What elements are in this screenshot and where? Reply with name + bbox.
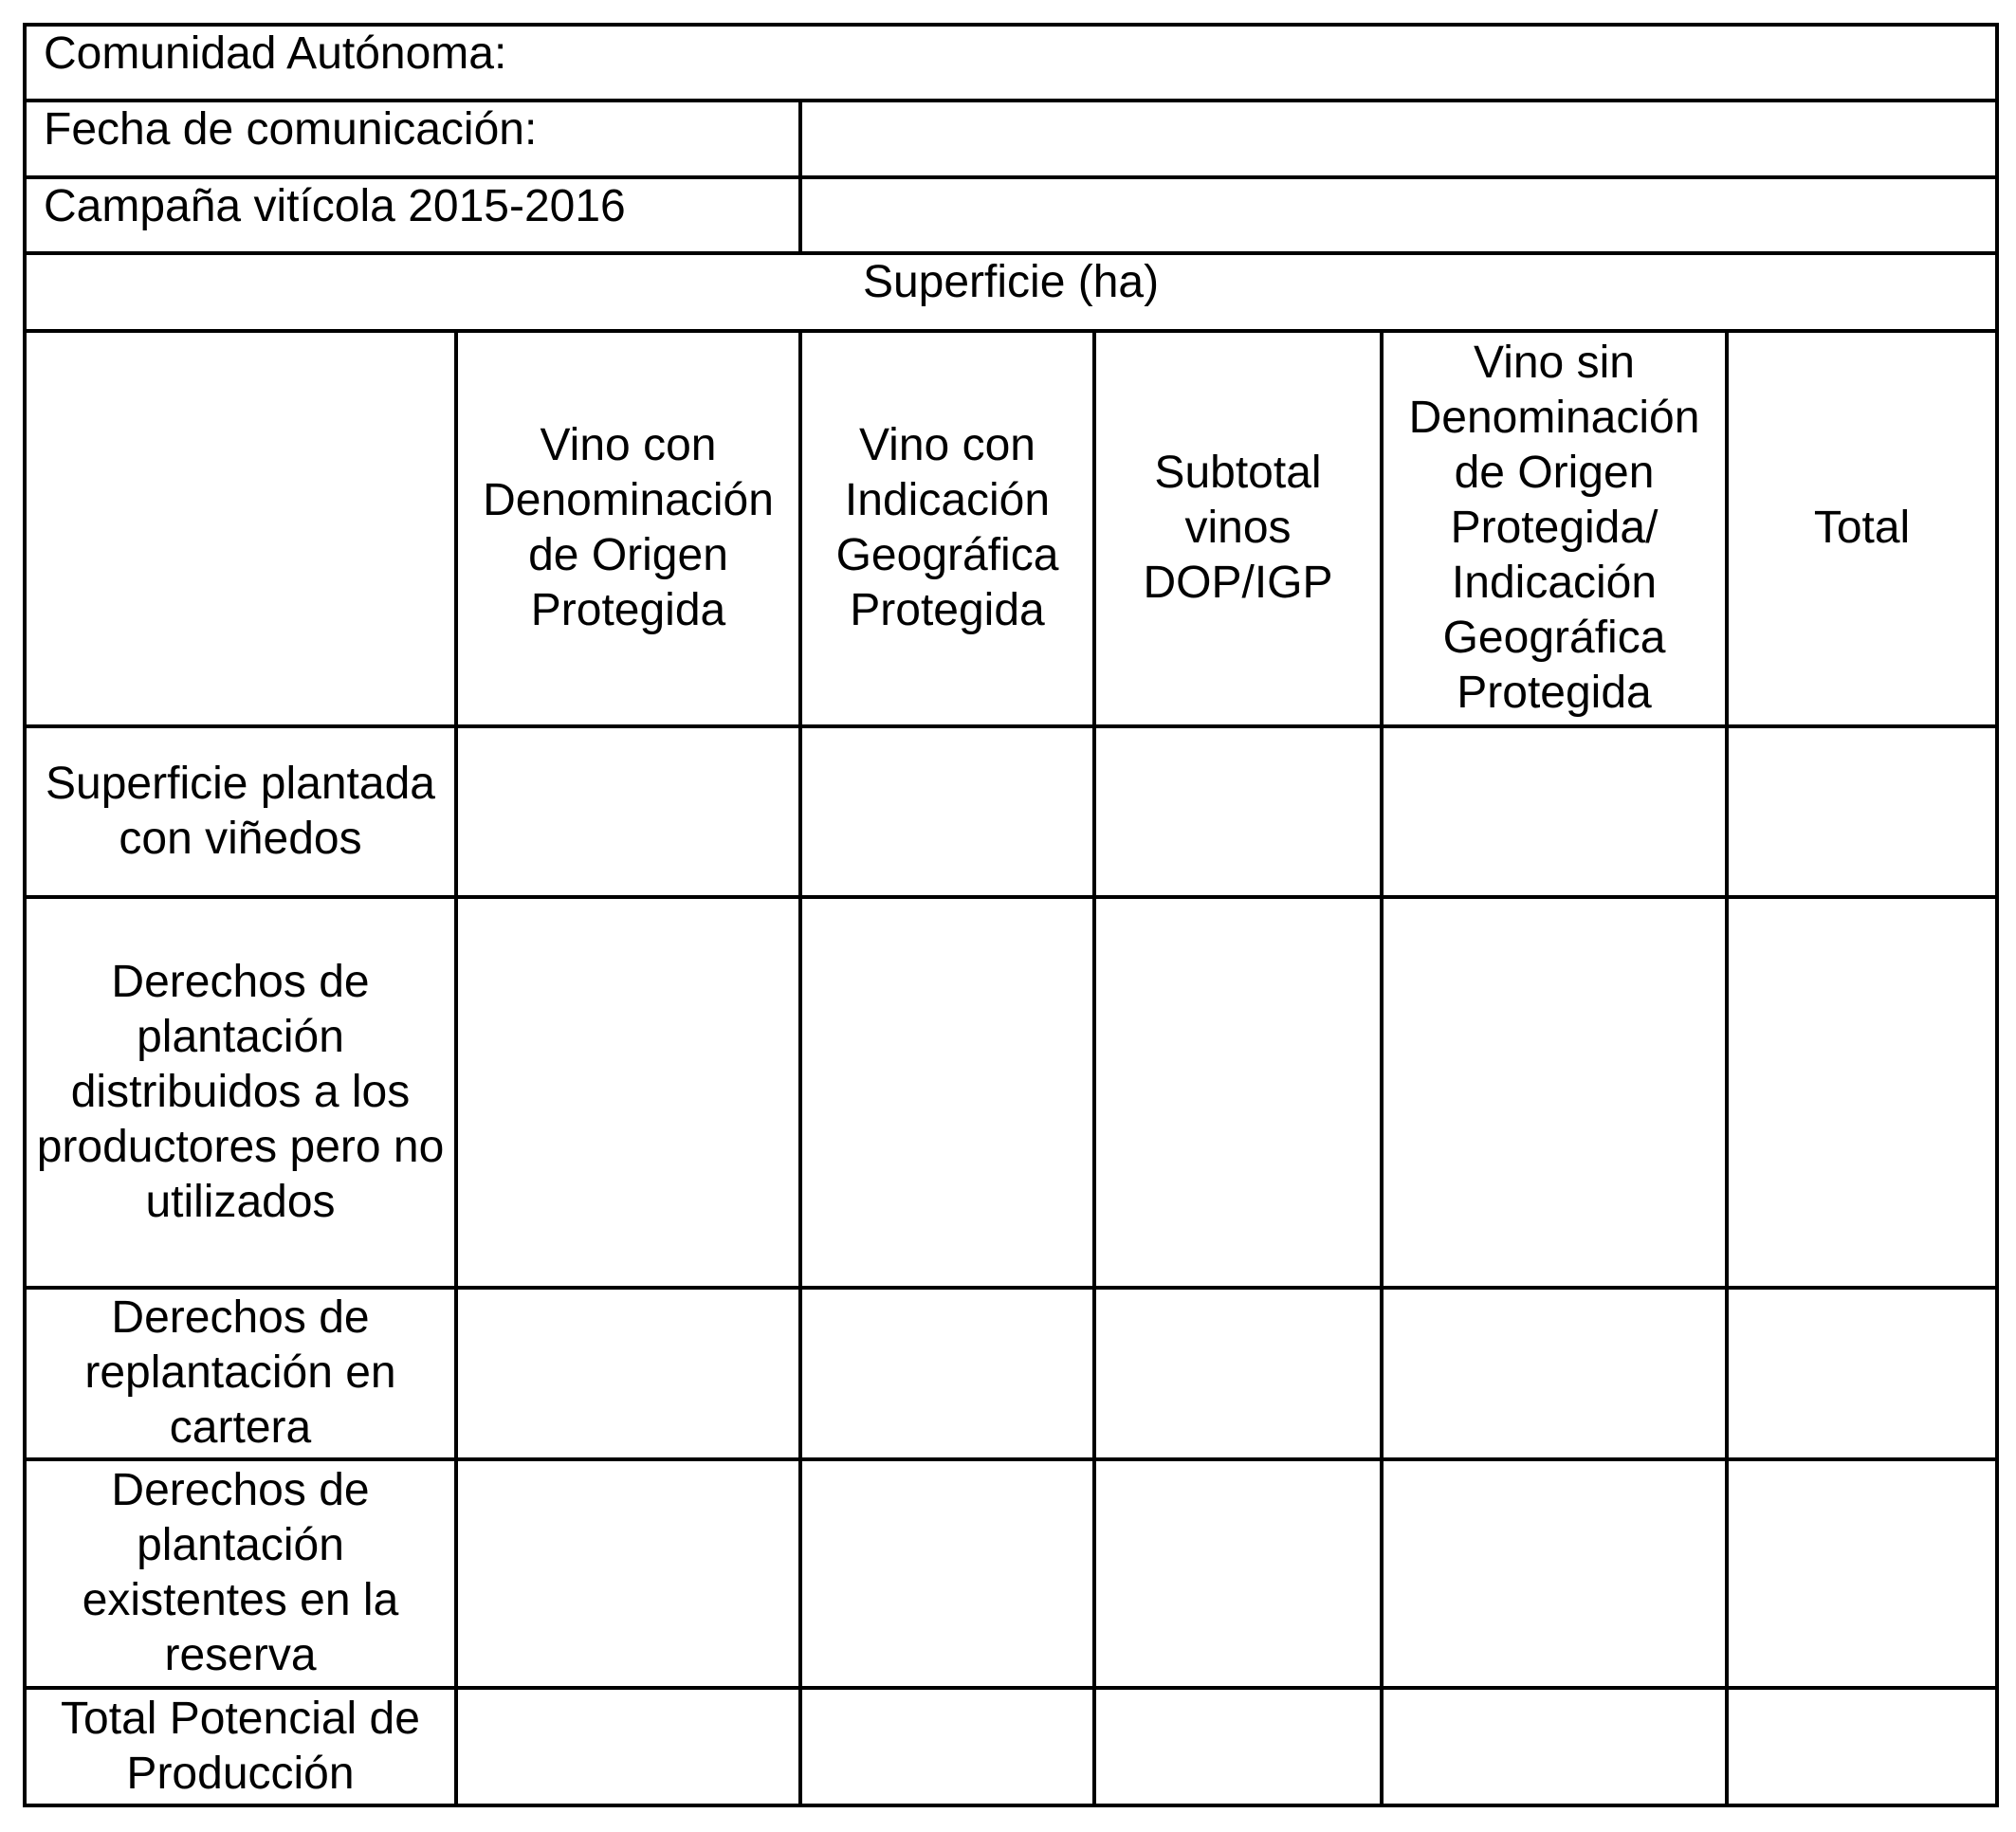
table-row xyxy=(25,1288,1997,1459)
data-cell[interactable] xyxy=(1094,1288,1382,1459)
data-cell[interactable] xyxy=(1094,1459,1382,1688)
data-cell[interactable] xyxy=(1727,726,1997,898)
data-cell[interactable] xyxy=(1094,726,1382,898)
row-label-derechos-reserva: Derechos de plantación existentes en la reserva xyxy=(25,1459,456,1688)
column-header-row xyxy=(25,331,1997,726)
superficie-header: Superficie (ha) xyxy=(25,253,1997,331)
potencial-produccion-form-table xyxy=(23,23,1999,1807)
campana-row xyxy=(25,177,1997,253)
data-cell[interactable] xyxy=(1727,1288,1997,1459)
data-cell[interactable] xyxy=(800,1288,1094,1459)
table-row xyxy=(25,726,1997,898)
data-cell[interactable] xyxy=(800,1688,1094,1806)
col-header-subtotal: Subtotal vinos DOP/IGP xyxy=(1094,331,1382,726)
row-label-derechos-no-utilizados: Derechos de plantación distribuidos a los productores pero no utilizados xyxy=(25,897,456,1288)
data-cell[interactable] xyxy=(1382,1288,1727,1459)
data-cell[interactable] xyxy=(456,897,800,1288)
fecha-label: Fecha de comunicación: xyxy=(25,101,800,176)
superficie-header-row xyxy=(25,253,1997,331)
data-cell[interactable] xyxy=(456,1688,800,1806)
data-cell[interactable] xyxy=(1094,1688,1382,1806)
data-cell[interactable] xyxy=(1382,726,1727,898)
data-cell[interactable] xyxy=(1727,897,1997,1288)
campana-value-cell[interactable] xyxy=(800,177,1997,253)
data-cell[interactable] xyxy=(1382,1459,1727,1688)
table-row xyxy=(25,1688,1997,1806)
data-cell[interactable] xyxy=(1382,1688,1727,1806)
corner-cell xyxy=(25,331,456,726)
data-cell[interactable] xyxy=(1727,1688,1997,1806)
comunidad-row xyxy=(25,25,1997,101)
col-header-igp: Vino con Indicación Geográfica Protegida xyxy=(800,331,1094,726)
comunidad-label: Comunidad Autónoma: xyxy=(25,25,1997,101)
campana-label: Campaña vitícola 2015-2016 xyxy=(25,177,800,253)
fecha-row xyxy=(25,101,1997,176)
col-header-sin-dop-igp: Vino sin Denominación de Origen Protegida/ Indicación Geográfica Protegida xyxy=(1382,331,1727,726)
data-cell[interactable] xyxy=(1727,1459,1997,1688)
data-cell[interactable] xyxy=(800,1459,1094,1688)
data-cell[interactable] xyxy=(800,897,1094,1288)
row-label-total-potencial: Total Potencial de Producción xyxy=(25,1688,456,1806)
table-row xyxy=(25,897,1997,1288)
data-cell[interactable] xyxy=(456,726,800,898)
table-row xyxy=(25,1459,1997,1688)
row-label-superficie-plantada: Superficie plantada con viñedos xyxy=(25,726,456,898)
data-cell[interactable] xyxy=(1382,897,1727,1288)
col-header-total: Total xyxy=(1727,331,1997,726)
row-label-derechos-replantacion: Derechos de replantación en cartera xyxy=(25,1288,456,1459)
data-cell[interactable] xyxy=(456,1288,800,1459)
data-cell[interactable] xyxy=(456,1459,800,1688)
data-cell[interactable] xyxy=(800,726,1094,898)
fecha-value-cell[interactable] xyxy=(800,101,1997,176)
data-cell[interactable] xyxy=(1094,897,1382,1288)
col-header-dop: Vino con Denominación de Origen Protegida xyxy=(456,331,800,726)
